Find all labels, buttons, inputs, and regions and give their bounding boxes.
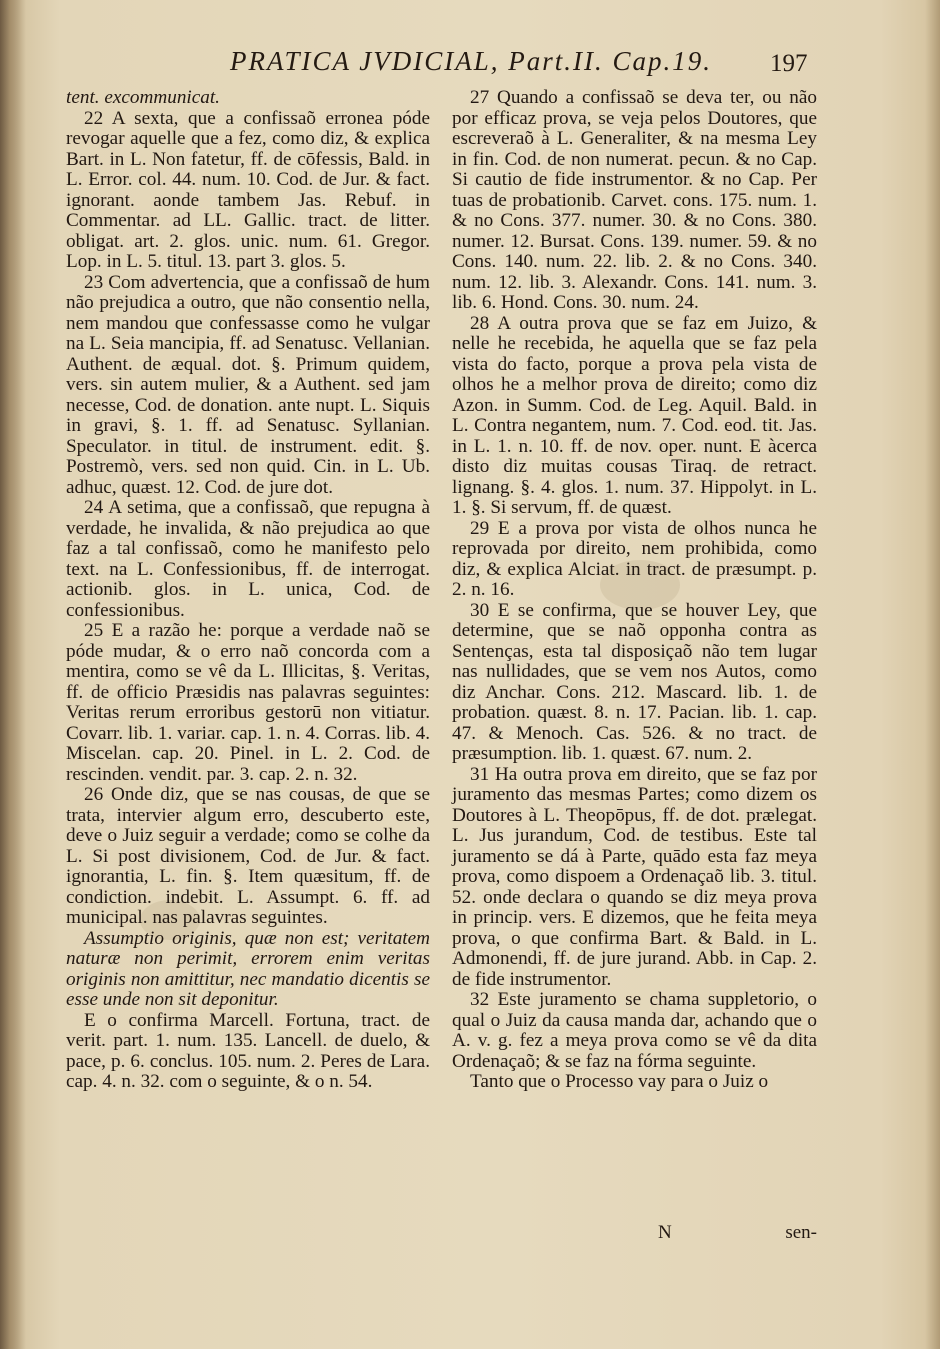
right-column — [452, 88, 817, 1093]
paragraph: 23 Com advertencia, que a confissaõ de hum não prejudica a outro, que não consentio nella, nem mandou que confessasse como he vulgar na L. Seia mancipia, ff. ad Senatusc. Vellanian. Authent. de æqual. dot. §. Primum quidem, vers. sin autem mulier, & a Authent. sed jam necesse, Cod. de donation. ante nupt. L. Siquis in gravi, §. 1. ff. ad Senatusc. Syllanian. Speculator. in titul. de instrument. edit. §. Postremò, vers. sed non quid. Cin. in L. Ub. adhuc, quæst. 12. Cod. de jure dot. — [66, 271, 430, 498]
left-column — [66, 88, 430, 1093]
catchword: sen- — [785, 1222, 817, 1243]
paragraph: 29 E a prova por vista de olhos nunca he reprovada por direito, nem prohibida, como diz, & explica Alciat. in tract. de præsumpt. p. 2. n. 16. — [452, 517, 817, 600]
paragraph: 30 E se confirma, que se houver Ley, que determine, que se naõ opponha contra as Sentenças, esta tal disposiçaõ não tem lugar nas nullidades, que se vem nos Autos, como diz Anchar. Cons. 212. Mascard. lib. 1. de probation. quæst. 8. n. 17. Pacian. lib. 1. cap. 47. & Menoch. Cas. 526. & no tract. de præsumption. lib. 1. quæst. 67. num. 2. — [452, 599, 817, 764]
paragraph: 24 A setima, que a confissaõ, que repugna à verdade, he invalida, & não prejudica ao que faz a tal confissaõ, como he manifesto pelo text. na L. Confessionibus, ff. de interrogat. actionib. glos. in L. unica, Cod. de confessionibus. — [66, 497, 430, 621]
paragraph: Tanto que o Processo vay para o Juiz o — [470, 1071, 769, 1092]
paragraph: tent. excommunicat. — [66, 87, 220, 108]
latin-quote: Assumptio originis, quæ non est; veritatem naturæ non perimit, errorem enim veritas originis non amittitur, nec mandatio dicentis se esse unde non sit deponitur. — [66, 927, 430, 1010]
paragraph: 27 Quando a confissaõ se deva ter, ou não por efficaz prova, se veja pelos Doutores, que escreveraõ à L. Generaliter, & na mesma Ley in fin. Cod. de non numerat. pecun. & no Cap. Si cautio de fide instrumentor. & no Cap. Per tuas de probationib. Carvet. cons. 175. num. 1. & no Cons. 377. numer. 30. & no Cons. 380. numer. 12. Bursat. Cons. 139. numer. 59. & no Cons. 140. num. 22. lib. 2. & no Cons. 340. num. 12. lib. 3. Alexandr. Cons. 141. num. 3. lib. 6. Hond. Cons. 30. num. 24. — [452, 87, 817, 313]
paragraph: 31 Ha outra prova em direito, que se faz por juramento das mesmas Partes; como dizem os Doutores à L. Theopōpus, ff. de dot. prælegat. L. Jus jurandum, Cod. de testibus. Este tal juramento se dá à Parte, quādo esta faz meya prova, como dispoem a Ordenaçaõ lib. 3. titul. 52. onde declara o quando se diz meya prova in princip. vers. E dizemos, que he feita meya prova, o que confirma Bart. & Bald. in L. Admonendi, ff. de jure jurand. Abb. in Cap. 2. de fide instrumentor. — [452, 763, 817, 990]
binding-gutter — [0, 0, 26, 1349]
paragraph: 25 E a razão he: porque a verdade naõ se póde mudar, & o erro naõ concorda com a mentira, como se vê da L. Illicitas, §. Veritas, ff. de officio Præsidis nas palavras seguintes: Veritas rerum erroribus gestorū non vitiatur. Covarr. lib. 1. variar. cap. 1. n. 4. Corras. lib. 4. Miscelan. cap. 20. Pinel. in L. 2. Cod. de rescinden. vendit. par. 3. cap. 2. n. 32. — [66, 620, 430, 785]
page-footer — [452, 1222, 817, 1244]
page-header — [190, 46, 830, 86]
paragraph: 32 Este juramento se chama suppletorio, o qual o Juiz da causa manda dar, achando que o A. v. g. fez a meya prova como se vê da dita Ordenaçaõ; & se faz na fórma seguinte. — [452, 989, 817, 1072]
running-title: PRATICA JVDICIAL, Part.II. Cap.19. — [230, 46, 712, 76]
signature-mark: N — [658, 1222, 672, 1243]
paragraph: 22 A sexta, que a confissaõ erronea póde revogar aquelle que a fez, como diz, & explica Bart. in L. Non fatetur, ff. de cōfessis, Bald. in L. Error. col. 44. num. 10. Cod. de Jur. & fact. ignorant. aonde tambem Jas. Rebuf. in Commentar. ad LL. Gallic. tract. de litter. obligat. art. 2. glos. unic. num. 61. Gregor. Lop. in L. 5. titul. 13. part 3. glos. 5. — [66, 107, 430, 272]
paragraph: E o confirma Marcell. Fortuna, tract. de verit. part. 1. num. 135. Lancell. de duelo, & pace, p. 6. conclus. 105. num. 2. Peres de Lara. cap. 4. n. 32. com o seguinte, & o n. 54. — [66, 1009, 430, 1092]
paragraph: 26 Onde diz, que se nas cousas, de que se trata, intervier algum erro, descuberto este, deve o Juiz seguir a verdade; como se colhe da L. Si post divisionem, Cod. de Jur. & fact. ignorantia, L. fin. §. Item quæsitum, ff. de condiction. indebit. L. Assumpt. 6. ff. ad municipal. nas palavras seguintes. — [66, 784, 430, 928]
paragraph: 28 A outra prova que se faz em Juizo, & nelle he recebida, he aquella que se faz pela vista do facto, porque a prova pela vista de olhos he a melhor prova de direito; como diz Azon. in Summ. Cod. de Leg. Aquil. Bald. in L. Contra negantem, num. 7. Cod. eod. tit. Jas. in L. 1. n. 10. ff. de nov. oper. nunt. E àcerca disto diz muitas cousas Tiraq. de retract. lignang. §. 4. glos. 1. num. 37. Hippolyt. in L. 1. §. Si servum, ff. de quæst. — [452, 312, 817, 518]
page-number: 197 — [770, 50, 808, 77]
